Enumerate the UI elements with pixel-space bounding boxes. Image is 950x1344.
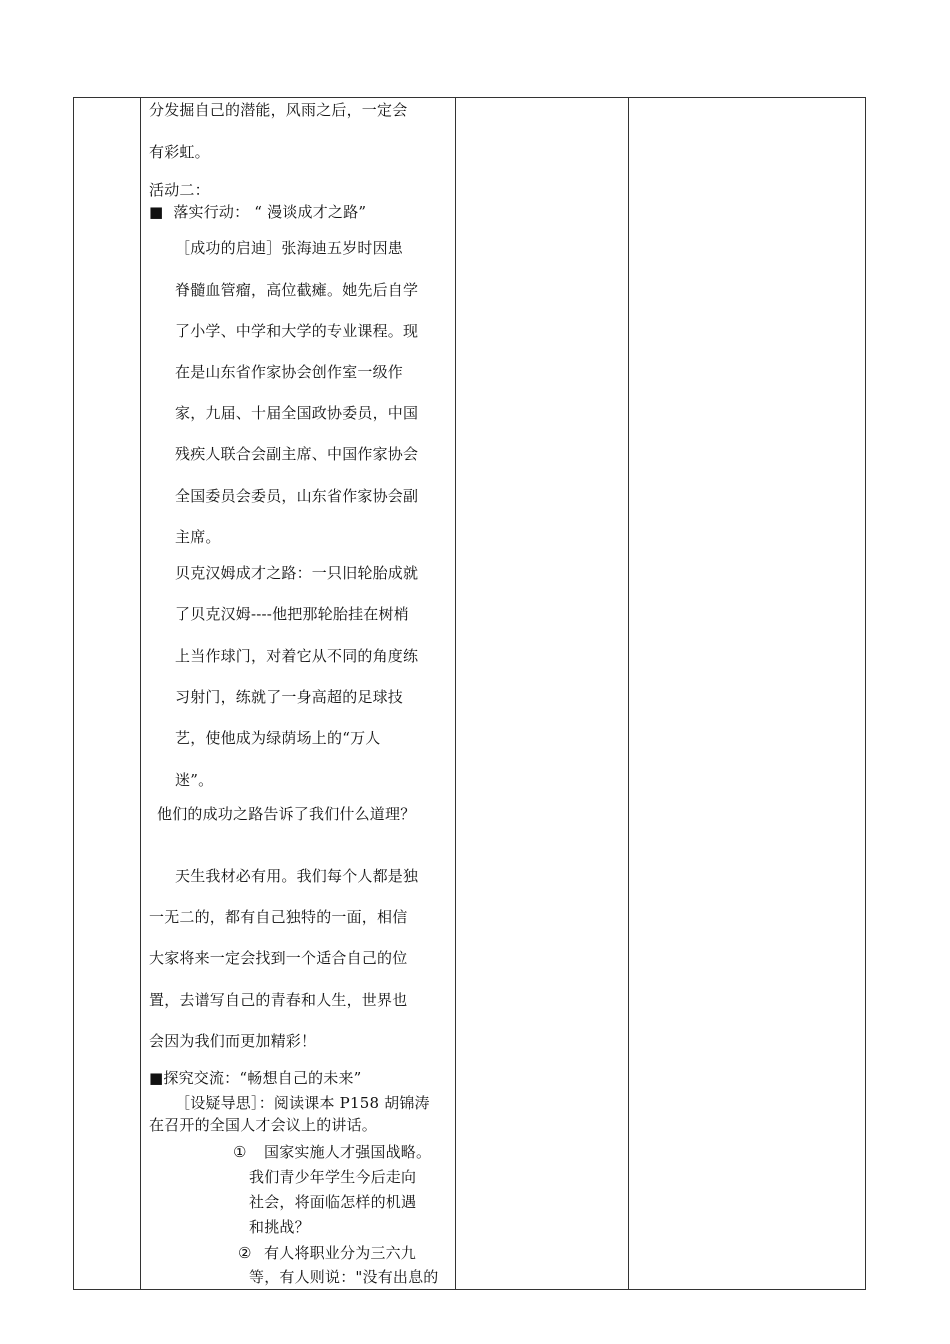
story1-line: 全国委员会委员，山东省作家协会副	[175, 487, 419, 505]
item1-line: 和挑战？	[249, 1218, 310, 1236]
answer-line: 天生我材必有用。我们每个人都是独	[175, 867, 419, 885]
action-heading-row	[149, 202, 366, 222]
action-heading: 落实行动： “ 漫谈成才之路”	[173, 203, 367, 221]
item1-line: 国家实施人才强国战略。	[264, 1143, 432, 1161]
story2-line: 迷”。	[175, 771, 214, 789]
item1-line: 社会，将面临怎样的机遇	[249, 1193, 417, 1211]
story1-line: 在是山东省作家协会创作室一级作	[175, 363, 404, 381]
story1-line: 主席。	[175, 528, 221, 546]
story2-line: 习射门，练就了一身高超的足球技	[175, 688, 404, 706]
story2-line: 上当作球门，对着它从不同的角度练	[175, 647, 419, 665]
story1-line: 脊髓血管瘤，高位截瘫。她先后自学	[175, 281, 419, 299]
item1-marker: ①	[233, 1143, 247, 1161]
answer-line: 会因为我们而更加精彩！	[149, 1032, 317, 1050]
column-divider-2	[455, 98, 456, 1289]
question: 他们的成功之路告诉了我们什么道理？	[157, 805, 416, 823]
explore-heading: ■探究交流：“畅想自己的未来”	[149, 1069, 362, 1087]
activity-title: 活动二：	[149, 181, 210, 199]
column-divider-3	[628, 98, 629, 1289]
story1-line: ［成功的启迪］张海迪五岁时因患	[175, 239, 404, 257]
answer-line: 大家将来一定会找到一个适合自己的位	[149, 949, 408, 967]
answer-line: 置，去谱写自己的青春和人生，世界也	[149, 991, 408, 1009]
item2-line: 有人将职业分为三六九	[264, 1244, 417, 1262]
guide-line: 在召开的全国人才会议上的讲话。	[149, 1116, 378, 1134]
item1-line: 我们青少年学生今后走向	[249, 1168, 417, 1186]
story1-line: 家，九届、十届全国政协委员，中国	[175, 404, 419, 422]
story2-line: 艺，使他成为绿荫场上的“万人	[175, 729, 381, 747]
answer-line: 一无二的，都有自己独特的一面，相信	[149, 908, 408, 926]
item2-marker: ②	[238, 1244, 252, 1262]
intro-line-1: 分发掘自己的潜能，风雨之后，一定会	[149, 101, 408, 119]
item2-line: 等，有人则说："没有出息的	[249, 1268, 439, 1286]
story1-line: 残疾人联合会副主席、中国作家协会	[175, 445, 419, 463]
guide-line: ［设疑导思］：阅读课本 P158 胡锦涛	[175, 1094, 430, 1112]
column-divider-1	[140, 98, 141, 1289]
black-square-icon: ■	[149, 203, 164, 221]
story1-line: 了小学、中学和大学的专业课程。现	[175, 322, 419, 340]
story2-line: 贝克汉姆成才之路：一只旧轮胎成就	[175, 564, 419, 582]
intro-line-2: 有彩虹。	[149, 143, 210, 161]
story2-line: 了贝克汉姆----他把那轮胎挂在树梢	[175, 605, 409, 623]
